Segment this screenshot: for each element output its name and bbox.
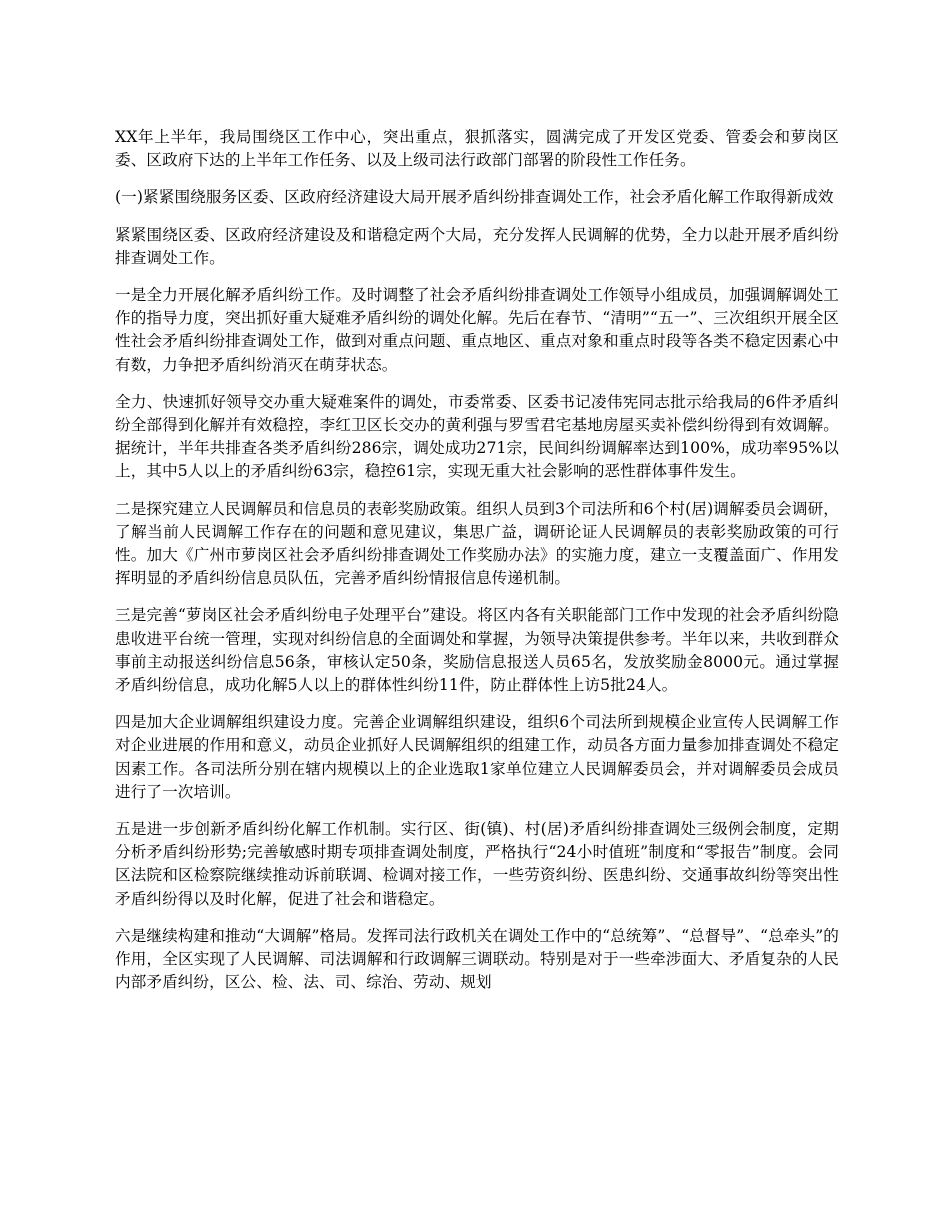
paragraph-item-4: 四是加大企业调解组织建设力度。完善企业调解组织建设，组织6个司法所到规模企业宣传人民调解工作对企业进展的作用和意义，动员企业抓好人民调解组织的组建工作，动员各方面力量参加排查调处不稳定因素工作。各司法所分别在辖内规模以上的企业选取1家单位建立人民调解委员会，并对调解委员会成员进行了一次培训。 [115, 713, 839, 801]
paragraph-item-2: 二是探究建立人民调解员和信息员的表彰奖励政策。组织人员到3个司法所和6个村(居)调解委员会调研，了解当前人民调解工作存在的问题和意见建议，集思广益，调研论证人民调解员的表彰奖励政策的可行性。加大《广州市萝岗区社会矛盾纠纷排查调处工作奖励办法》的实施力度，建立一支覆盖面广、作用发挥明显的矛盾纠纷信息员队伍，完善矛盾纠纷情报信息传递机制。 [115, 499, 839, 588]
paragraph-statistics: 全力、快速抓好领导交办重大疑难案件的调处，市委常委、区委书记凌伟宪同志批示给我局的6件矛盾纠纷全部得到化解并有效稳控，李红卫区长交办的黄利强与罗雪君宅基地房屋买卖补偿纠纷得到有效调解。据统计，半年共排查各类矛盾纠纷286宗，调处成功271宗，民间纠纷调解率达到100%，成功率95%以上，其中5人以上的矛盾纠纷63宗，稳控61宗，实现无重大社会影响的恶性群体事件发生。 [115, 392, 839, 481]
paragraph-intro: XX年上半年，我局围绕区工作中心，突出重点，狠抓落实，圆满完成了开发区党委、管委会和萝岗区委、区政府下达的上半年工作任务、以及上级司法行政部门部署的阶段性工作任务。 [115, 128, 839, 170]
paragraph-item-3: 三是完善“萝岗区社会矛盾纠纷电子处理平台”建设。将区内各有关职能部门工作中发现的社会矛盾纠纷隐患收进平台统一管理，实现对纠纷信息的全面调处和掌握，为领导决策提供参考。半年以来，共收到群众事前主动报送纠纷信息56条，审核认定50条，奖励信息报送人员65名，发放奖励金8000元。通过掌握矛盾纠纷信息，成功化解5人以上的群体性纠纷11件，防止群体性上访5批24人。 [115, 606, 839, 695]
document-body [115, 126, 839, 1009]
paragraph-item-1: 一是全力开展化解矛盾纠纷工作。及时调整了社会矛盾纠纷排查调处工作领导小组成员，加强调解调处工作的指导力度，突出抓好重大疑难矛盾纠纷的调处化解。先后在春节、“清明”“五一”、三次组织开展全区性社会矛盾纠纷排查调处工作，做到对重点问题、重点地区、重点对象和重点时段等各类不稳定因素心中有数，力争把矛盾纠纷消灭在萌芽状态。 [115, 286, 839, 374]
paragraph-overview: 紧紧围绕区委、区政府经济建设及和谐稳定两个大局，充分发挥人民调解的优势，全力以赴开展矛盾纠纷排查调处工作。 [115, 225, 839, 267]
paragraph-item-6: 六是继续构建和推动“大调解”格局。发挥司法行政机关在调处工作中的“总统筹”、“总督导”、“总牵头”的作用，全区实现了人民调解、司法调解和行政调解三调联动。特别是对于一些牵涉面大、矛盾复杂的人民内部矛盾纠纷，区公、检、法、司、综治、劳动、规划 [115, 926, 839, 992]
section-heading: (一)紧紧围绕服务区委、区政府经济建设大局开展矛盾纠纷排查调处工作，社会矛盾化解工作取得新成效 [115, 188, 834, 207]
paragraph-item-5: 五是进一步创新矛盾纠纷化解工作机制。实行区、街(镇)、村(居)矛盾纠纷排查调处三级例会制度，定期分析矛盾纠纷形势;完善敏感时期专项排查调处制度，严格执行“24小时值班”制度和“零报告”制度。会同区法院和区检察院继续推动诉前联调、检调对接工作，一些劳资纠纷、医患纠纷、交通事故纠纷等突出性矛盾纠纷得以及时化解，促进了社会和谐稳定。 [115, 820, 839, 908]
